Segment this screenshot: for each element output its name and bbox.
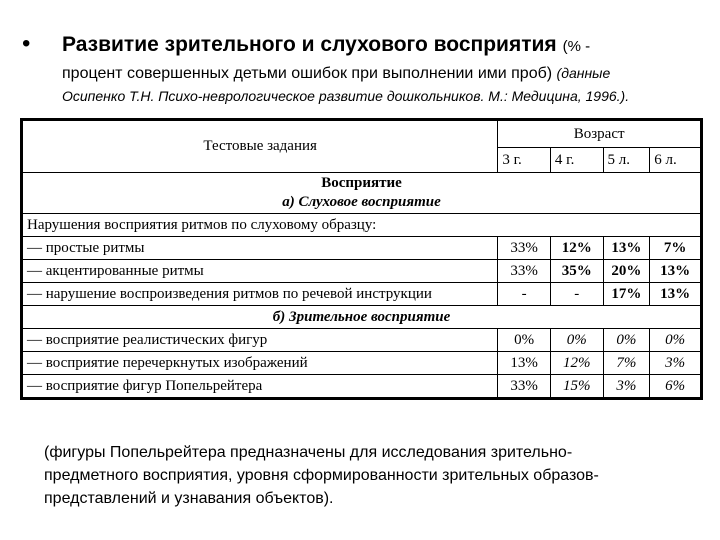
value-cell: 6% [650, 375, 702, 399]
group-row [22, 214, 702, 237]
data-table [20, 118, 703, 400]
table-row [22, 237, 702, 260]
slide-header [22, 32, 712, 107]
section-row [22, 173, 702, 214]
value-cell: 13% [650, 283, 702, 306]
value-cell: 12% [550, 352, 603, 375]
value-cell: 3% [650, 352, 702, 375]
value-cell: - [498, 283, 551, 306]
row-label: — простые ритмы [22, 237, 498, 260]
section-title: Восприятие [321, 175, 402, 191]
value-cell: 13% [650, 260, 702, 283]
title-line [22, 32, 712, 60]
table-row [22, 352, 702, 375]
bullet-icon: • [22, 30, 31, 57]
subtitle-source-start: (данные [556, 65, 611, 81]
table-row [22, 260, 702, 283]
table-row [22, 283, 702, 306]
value-cell: - [550, 283, 603, 306]
footnote-line-2: предметного восприятия, уровня сформированности зрительных образов- [44, 467, 599, 484]
row-label: — восприятие перечеркнутых изображений [22, 352, 498, 375]
column-header-age: Возраст [498, 120, 702, 148]
value-cell: 13% [498, 352, 551, 375]
value-cell: 33% [498, 375, 551, 399]
row-label: — нарушение воспроизведения ритмов по речевой инструкции [22, 283, 498, 306]
value-cell: 15% [550, 375, 603, 399]
age-header-3: 3 г. [498, 148, 551, 173]
age-header-5: 5 л. [603, 148, 650, 173]
table-header-row [22, 120, 702, 148]
title-note: (% - [562, 38, 591, 55]
footnote-line-3: представлений и узнавания объектов). [44, 490, 334, 507]
column-header-tasks: Тестовые задания [22, 120, 498, 173]
value-cell: 33% [498, 260, 551, 283]
section-b-title: б) Зрительное восприятие [22, 306, 702, 329]
row-label: — восприятие реалистических фигур [22, 329, 498, 352]
value-cell: 17% [603, 283, 650, 306]
value-cell: 0% [498, 329, 551, 352]
section-cell [22, 173, 702, 214]
slide-title: Развитие зрительного и слухового восприятия [62, 33, 557, 56]
subtitle-line-2: Осипенко Т.Н. Психо-неврологическое развитие дошкольников. М.: Медицина, 1996.). [62, 88, 630, 104]
table-row [22, 375, 702, 399]
table-row [22, 329, 702, 352]
subtitle-text: процент совершенных детьми ошибок при выполнении ими проб) [62, 65, 553, 82]
value-cell: 7% [603, 352, 650, 375]
value-cell: 3% [603, 375, 650, 399]
row-label: — восприятие фигур Попельрейтера [22, 375, 498, 399]
group-a-label: Нарушения восприятия ритмов по слуховому образцу: [22, 214, 702, 237]
footnote [44, 441, 704, 510]
age-header-4: 4 г. [550, 148, 603, 173]
section-a-title: а) Слуховое восприятие [282, 194, 441, 210]
value-cell: 0% [650, 329, 702, 352]
row-label: — акцентированные ритмы [22, 260, 498, 283]
value-cell: 12% [550, 237, 603, 260]
footnote-line-1: (фигуры Попельрейтера предназначены для исследования зрительно- [44, 444, 573, 461]
value-cell: 0% [603, 329, 650, 352]
value-cell: 7% [650, 237, 702, 260]
section-row [22, 306, 702, 329]
subtitle-line-1 [62, 62, 712, 85]
value-cell: 33% [498, 237, 551, 260]
value-cell: 20% [603, 260, 650, 283]
value-cell: 0% [550, 329, 603, 352]
value-cell: 35% [550, 260, 603, 283]
age-header-6: 6 л. [650, 148, 702, 173]
value-cell: 13% [603, 237, 650, 260]
